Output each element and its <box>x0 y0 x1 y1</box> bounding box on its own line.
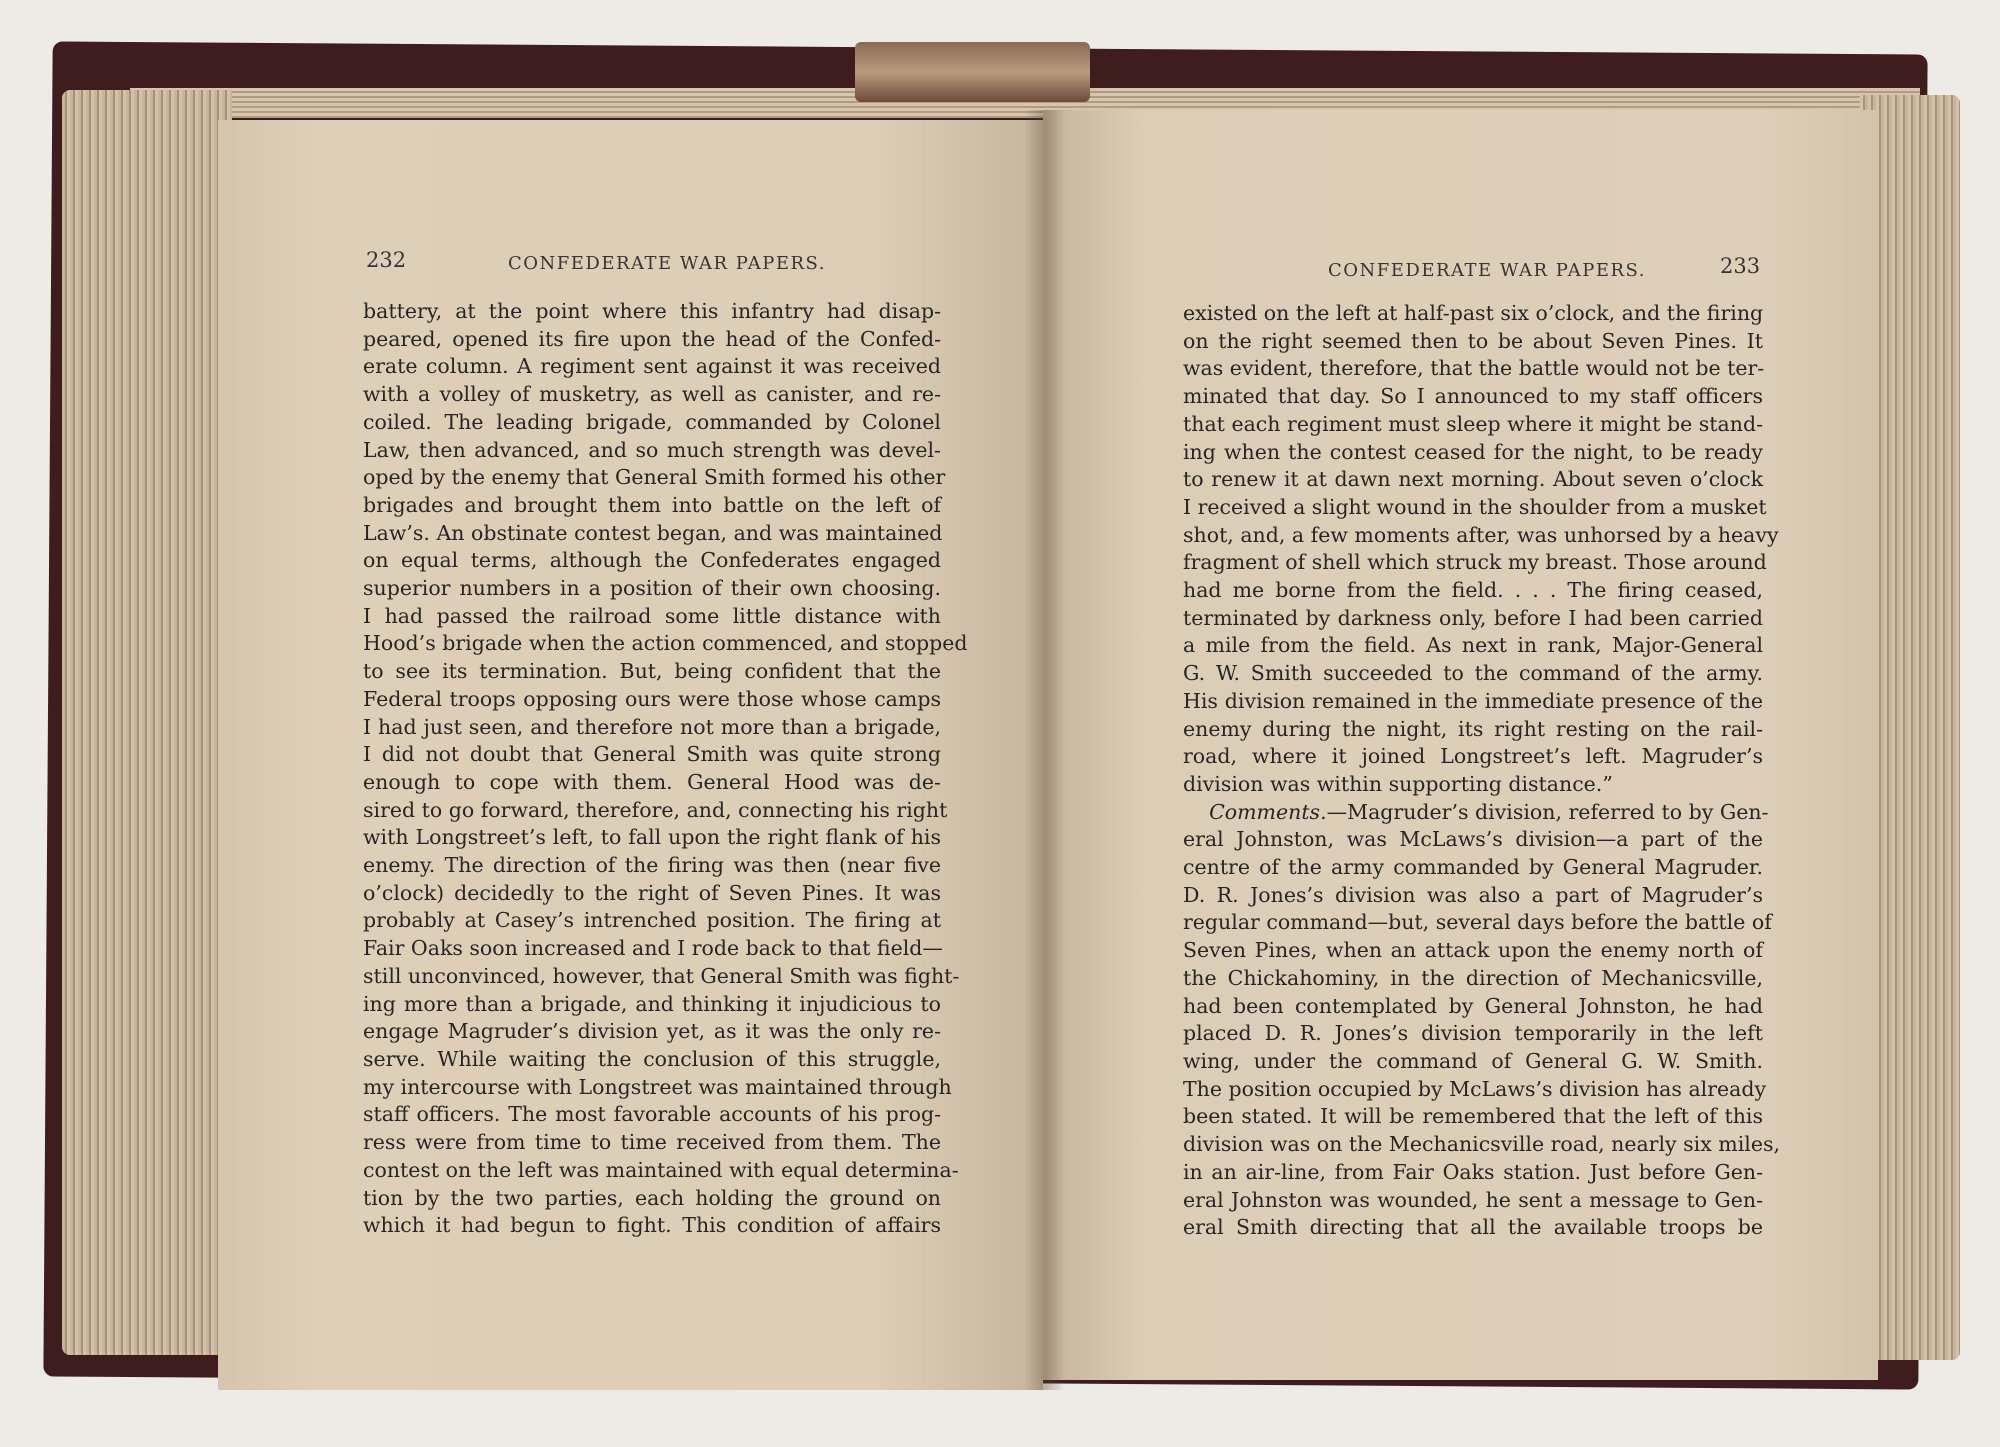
text-line: with a volley of musketry, as well as canister, and re- <box>363 382 941 407</box>
text-line: oped by the enemy that General Smith formed his other <box>363 465 946 490</box>
right-running-head: CONFEDERATE WAR PAPERS. <box>1328 260 1646 281</box>
text-line: to renew it at dawn next morning. About seven o’clock <box>1183 467 1763 492</box>
text-line: tion by the two parties, each holding the ground on <box>363 1185 941 1210</box>
right-page-number: 233 <box>1720 254 1761 278</box>
text-line: on the right seemed then to be about Seven Pines. It <box>1183 328 1763 353</box>
text-line: road, where it joined Longstreet’s left. Magruder’s <box>1183 744 1763 769</box>
right-body-text <box>1183 300 1781 1242</box>
right-page <box>1043 110 1878 1380</box>
comments-line <box>1183 799 1769 827</box>
text-line: that each regiment must sleep where it might be stand- <box>1183 411 1763 436</box>
left-page-number: 232 <box>366 248 407 272</box>
text-line: regular command—but, several days before the battle of <box>1183 910 1772 935</box>
text-line: a mile from the field. As next in rank, Major-General <box>1183 633 1763 658</box>
text-line: eral Johnston was wounded, he sent a message to Gen- <box>1183 1187 1763 1212</box>
text-line: G. W. Smith succeeded to the command of the army. <box>1183 661 1763 686</box>
text-line: I did not doubt that General Smith was quite strong <box>363 742 941 767</box>
text-line: sired to go forward, therefore, and, connecting his right <box>363 797 948 822</box>
text-line: ing when the contest ceased for the night, to be ready <box>1183 439 1763 464</box>
text-line: I had passed the railroad some little distance with <box>363 603 941 628</box>
text-line: peared, opened its fire upon the head of the Confed- <box>363 326 941 351</box>
text-line: enemy. The direction of the firing was then (near five <box>363 853 941 878</box>
text-line: division was on the Mechanicsville road, nearly six miles, <box>1183 1132 1781 1157</box>
left-body-text <box>363 298 968 1240</box>
text-line: probably at Casey’s intrenched position. The firing at <box>363 908 941 933</box>
text-line: battery, at the point where this infantry had disap- <box>363 299 941 323</box>
text-line: Hood’s brigade when the action commenced, and stopped <box>363 631 968 656</box>
text-line: was evident, therefore, that the battle would not be ter- <box>1183 356 1765 381</box>
text-line: had been contemplated by General Johnston, he had <box>1183 993 1763 1018</box>
text-line: contest on the left was maintained with equal determina- <box>363 1157 959 1182</box>
text-line: eral Smith directing that all the available troops be <box>1183 1215 1763 1240</box>
text-line: Law’s. An obstinate contest began, and was maintained <box>363 520 943 545</box>
spine-headband <box>855 42 1090 102</box>
text-line: ing more than a brigade, and thinking it injudicious to <box>363 991 941 1016</box>
text-line: Seven Pines, when an attack upon the enemy north of <box>1183 938 1763 963</box>
comments-first-line: —Magruder’s division, referred to by Gen- <box>1326 799 1769 824</box>
text-line: in an air-line, from Fair Oaks station. Just before Gen- <box>1183 1159 1763 1184</box>
text-line: Fair Oaks soon increased and I rode back to that field— <box>363 936 943 961</box>
text-line: had me borne from the field. . . . The firing ceased, <box>1183 578 1763 603</box>
page-edges-left <box>62 90 232 1355</box>
left-page <box>218 120 1043 1390</box>
text-line: engage Magruder’s division yet, as it was the only re- <box>363 1019 941 1044</box>
text-line: ress were from time to time received from them. The <box>363 1130 941 1155</box>
text-line: fragment of shell which struck my breast. Those around <box>1183 550 1767 575</box>
text-line: minated that day. So I announced to my staff officers <box>1183 384 1763 409</box>
text-line: brigades and brought them into battle on the left of <box>363 492 941 517</box>
text-line: wing, under the command of General G. W. Smith. <box>1183 1048 1763 1073</box>
text-line: to see its termination. But, being confident that the <box>363 659 941 684</box>
text-line: on equal terms, although the Confederates engaged <box>363 548 941 573</box>
text-line: D. R. Jones’s division was also a part of Magruder’s <box>1183 882 1763 907</box>
text-line: coiled. The leading brigade, commanded by Colonel <box>363 409 941 434</box>
text-line: Law, then advanced, and so much strength was devel- <box>363 437 941 462</box>
text-line: still unconvinced, however, that General Smith was fight- <box>363 963 960 988</box>
text-line: I had just seen, and therefore not more than a brigade, <box>363 714 941 739</box>
text-line: with Longstreet’s left, to fall upon the right flank of his <box>363 825 941 850</box>
text-line: division was within supporting distance.” <box>1183 771 1613 796</box>
left-running-head: CONFEDERATE WAR PAPERS. <box>508 253 826 274</box>
text-line: placed D. R. Jones’s division temporarily in the left <box>1183 1021 1763 1046</box>
text-line: superior numbers in a position of their own choosing. <box>363 576 941 601</box>
text-line: terminated by darkness only, before I had been carried <box>1183 605 1763 630</box>
text-line: my intercourse with Longstreet was maintained through <box>363 1074 952 1099</box>
text-line: been stated. It will be remembered that the left of this <box>1183 1104 1763 1129</box>
text-line: shot, and, a few moments after, was unhorsed by a heavy <box>1183 522 1779 547</box>
comments-label: Comments. <box>1209 799 1327 824</box>
text-line: the Chickahominy, in the direction of Mechanicsville, <box>1183 965 1763 990</box>
book-gutter <box>1025 110 1065 1390</box>
text-line: Federal troops opposing ours were those whose camps <box>363 686 941 711</box>
text-line: I received a slight wound in the shoulder from a musket <box>1183 494 1767 519</box>
text-line: The position occupied by McLaws’s division has already <box>1183 1076 1767 1101</box>
text-line: His division remained in the immediate presence of the <box>1183 688 1763 713</box>
text-line: erate column. A regiment sent against it was received <box>363 354 941 379</box>
text-line: enemy during the night, its right resting on the rail- <box>1183 716 1763 741</box>
text-line: staff officers. The most favorable accounts of his prog- <box>363 1102 941 1127</box>
text-line: o’clock) decidedly to the right of Seven Pines. It was <box>363 880 941 905</box>
text-line: centre of the army commanded by General Magruder. <box>1183 855 1763 880</box>
text-line: serve. While waiting the conclusion of this struggle, <box>363 1046 941 1071</box>
text-line: which it had begun to fight. This condition of affairs <box>363 1213 941 1238</box>
text-line: existed on the left at half-past six o’clock, and the firing <box>1183 301 1764 325</box>
text-line: eral Johnston, was McLaws’s division—a part of the <box>1183 827 1763 852</box>
text-line: enough to cope with them. General Hood was de- <box>363 769 941 794</box>
